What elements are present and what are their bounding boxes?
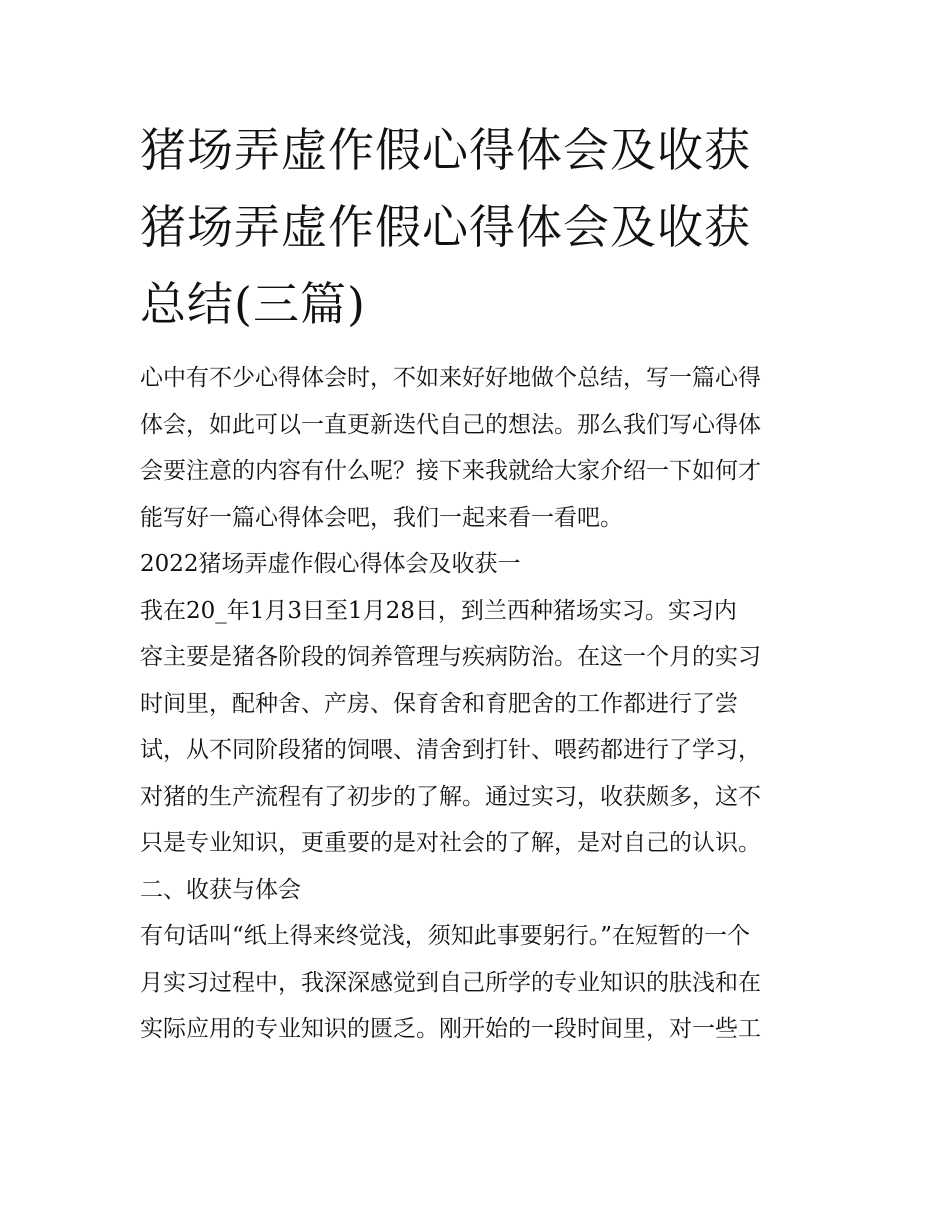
document-body (140, 355, 815, 1053)
text-line: 只是专业知识，更重要的是对社会的了解，是对自己的认识。 (140, 830, 761, 856)
section-heading (140, 541, 815, 588)
text-line: 体会，如此可以一直更新迭代自己的想法。那么我们写心得体 (140, 411, 761, 438)
document-content (140, 112, 815, 1053)
text-line: 试，从不同阶段猪的饲喂、清舍到打针、喂药都进行了学习， (140, 737, 761, 763)
text-line: 我在20_年1月3日至1月28日，到兰西种猪场实习。实习内 (140, 597, 737, 624)
text-line: 二、收获与体会 (140, 876, 301, 903)
title-line: 猪场弄虚作假心得体会及收获 (140, 123, 751, 177)
title-line: 猪场弄虚作假心得体会及收获 (140, 200, 751, 254)
document-title (140, 112, 815, 343)
text-line: 月实习过程中，我深深感觉到自己所学的专业知识的肤浅和在 (140, 969, 761, 996)
body-paragraph (140, 913, 815, 1053)
text-line: 时间里，配种舍、产房、保育舍和育肥舍的工作都进行了尝 (140, 690, 738, 717)
body-paragraph (140, 588, 815, 867)
text-line: 心中有不少心得体会时，不如来好好地做个总结，写一篇心得 (140, 365, 761, 391)
title-line: 总结(三篇) (140, 277, 366, 331)
section-heading (140, 867, 815, 914)
text-line: 对猪的生产流程有了初步的了解。通过实习，收获颇多，这不 (140, 783, 761, 810)
text-line: 2022猪场弄虚作假心得体会及收获一 (140, 551, 521, 577)
text-line: 容主要是猪各阶段的饲养管理与疾病防治。在这一个月的实习 (140, 644, 761, 670)
text-line: 会要注意的内容有什么呢？接下来我就给大家介绍一下如何才 (140, 458, 761, 484)
text-line: 能写好一篇心得体会吧，我们一起来看一看吧。 (140, 504, 623, 531)
text-line: 有句话叫“纸上得来终觉浅，须知此事要躬行。”在短暂的一个 (140, 923, 751, 949)
text-line: 实际应用的专业知识的匮乏。刚开始的一段时间里，对一些工 (140, 1016, 761, 1042)
intro-paragraph (140, 355, 815, 541)
